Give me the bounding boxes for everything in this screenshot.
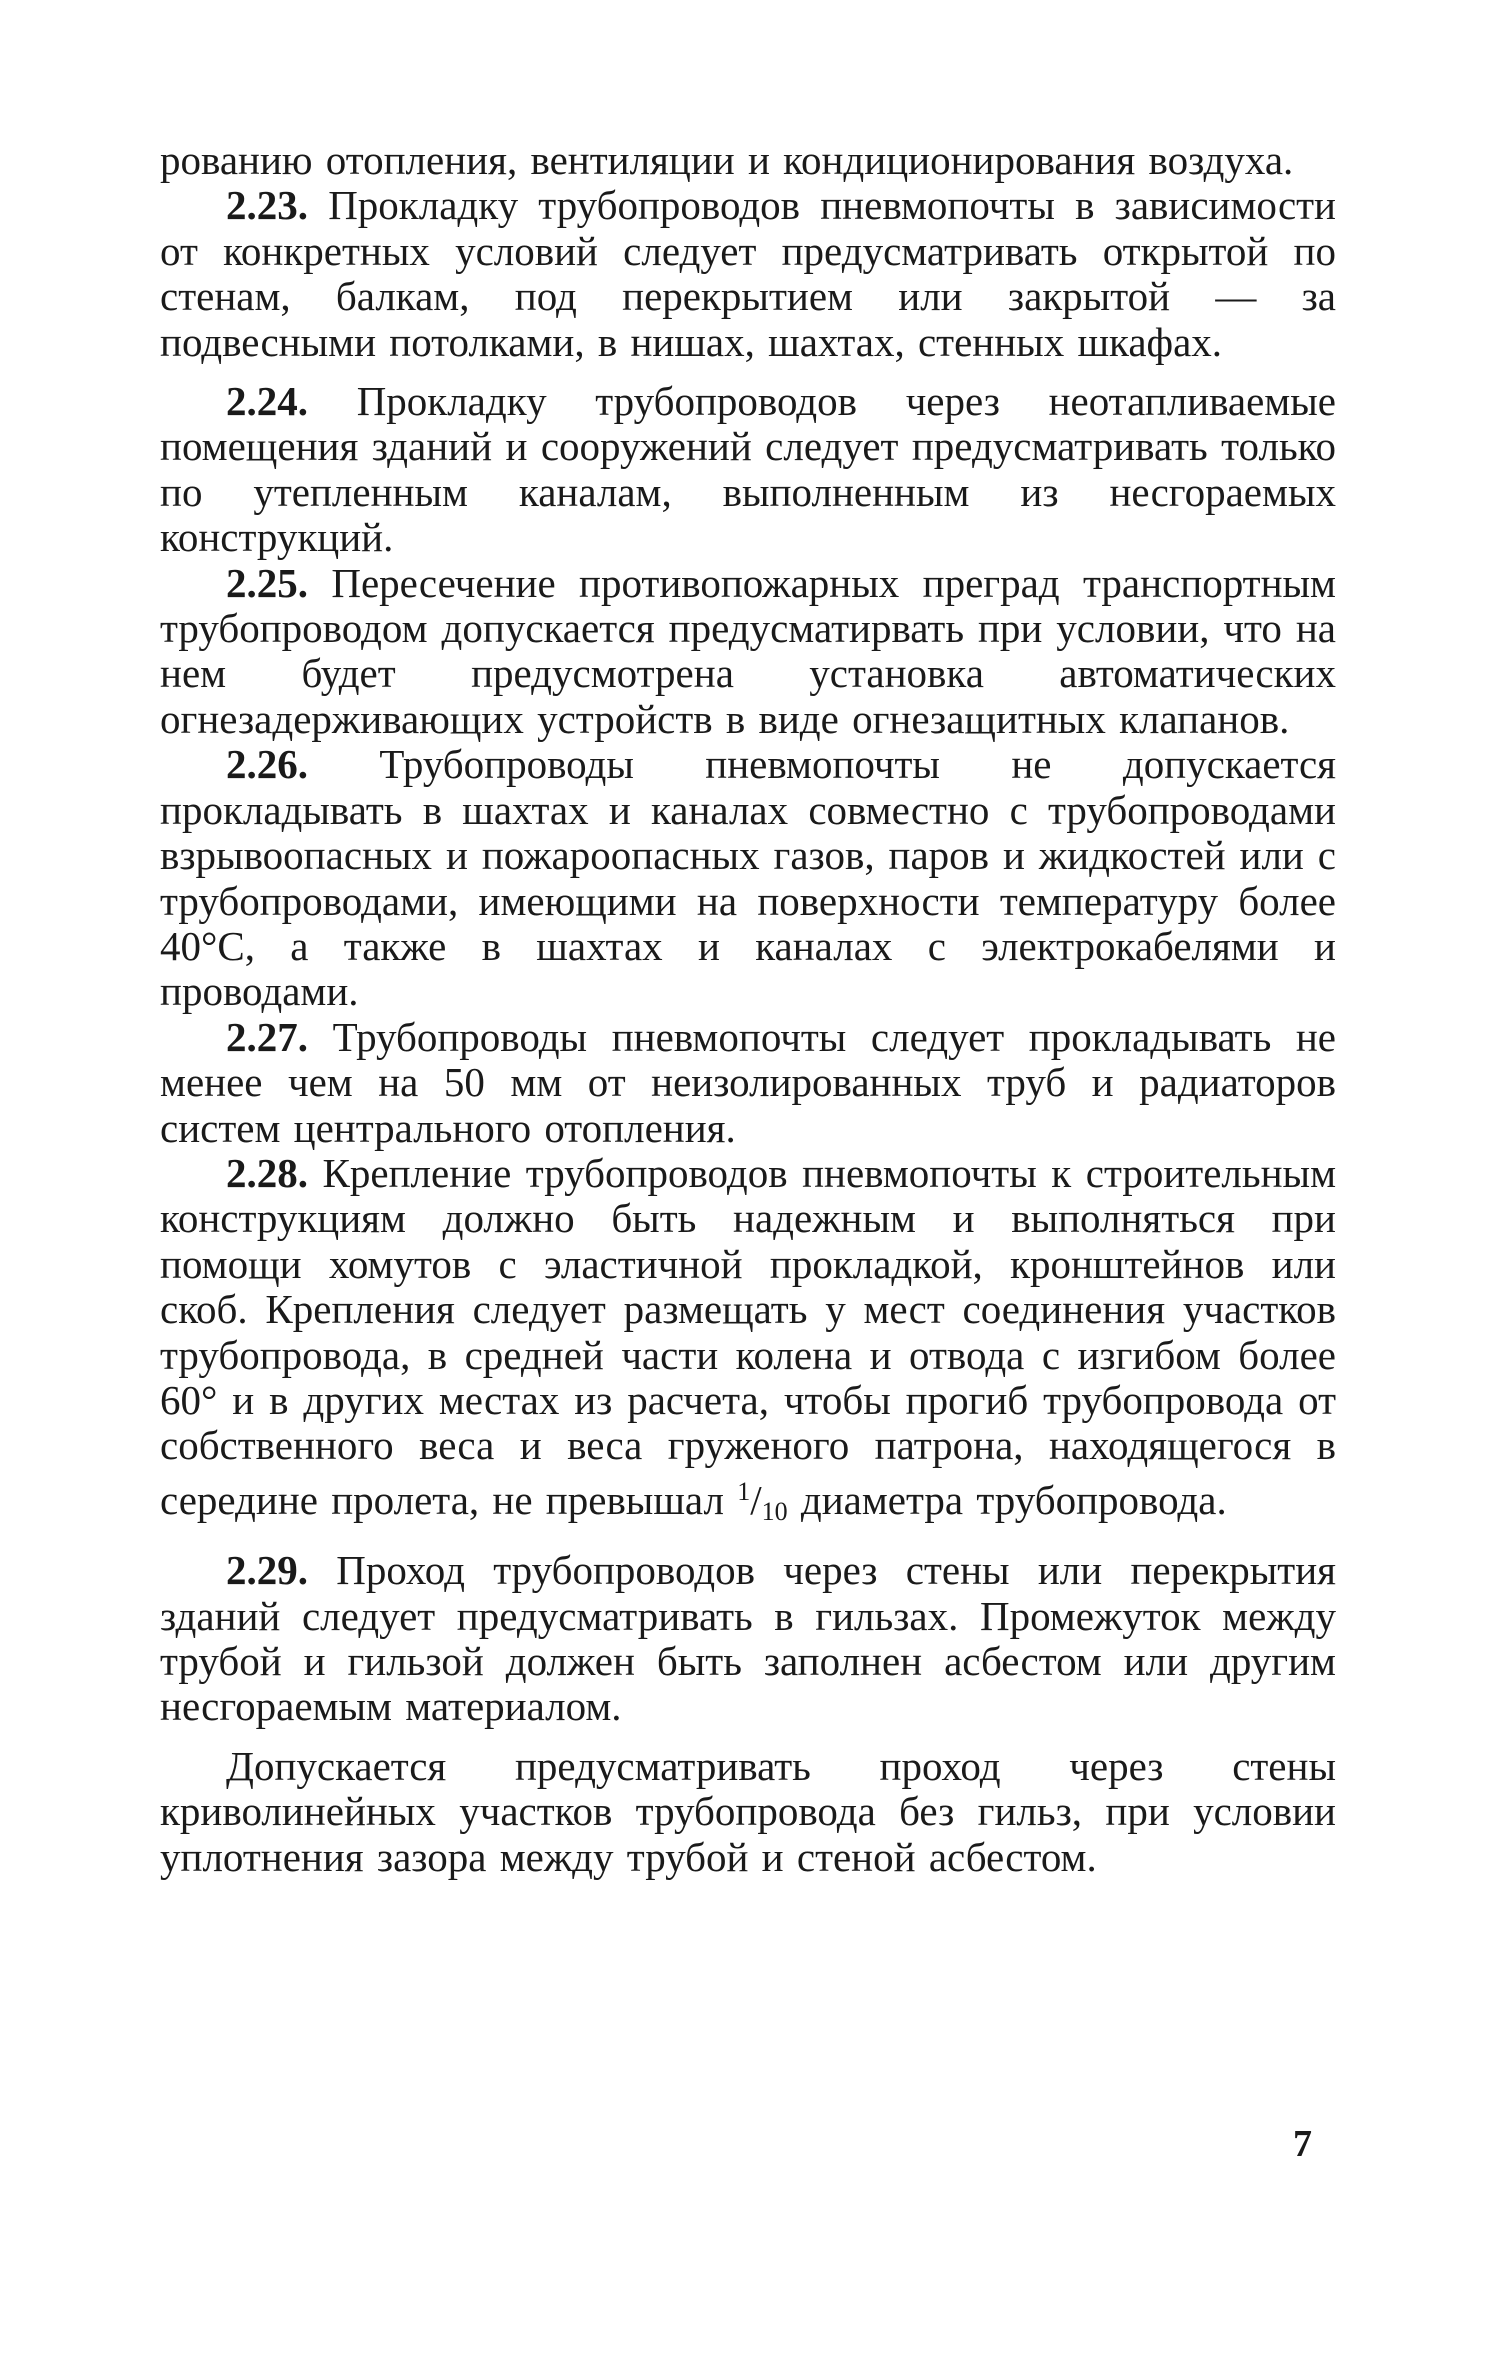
- paragraph-number: 2.26.: [226, 741, 308, 788]
- paragraph-2-28: [160, 1151, 1336, 1534]
- paragraph-text-before-fraction: Крепление трубопроводов пневмопочты к строительным конструкциям должно быть надежным и выполняться при помощи хомутов с эластичной прокладкой, кронштейнов или скоб. Крепления следует размещать у мест соединения участков трубопровода, в средней части колена и отвода с изгибом более 60° и в других местах из расчета, чтобы прогиб трубопровода от собственного веса и веса груженого патрона, находящегося в середине пролета, не превышал: [160, 1149, 1337, 1523]
- fraction-one-tenth: [737, 1476, 788, 1526]
- paragraph-number: 2.27.: [226, 1013, 308, 1060]
- fraction-numerator: 1: [737, 1476, 751, 1506]
- paragraph-2-25: [160, 561, 1336, 743]
- paragraph-text: Проход трубопроводов через стены или перекрытия зданий следует предусматривать в гильзах. Промежуток между трубой и гильзой должен быть заполнен асбестом или другим несгораемым материалом.: [160, 1547, 1336, 1730]
- paragraph-text: Прокладку трубопроводов через неотапливаемые помещения зданий и сооружений следует предусматривать только по утепленным каналам, выполненным из несгораемых конструкций.: [160, 378, 1336, 561]
- continuation-paragraph: [160, 138, 1336, 183]
- paragraph-2-24: [160, 379, 1336, 561]
- paragraph-2-23: [160, 183, 1336, 365]
- paragraph-text: Прокладку трубопроводов пневмопочты в зависимости от конкретных условий следует предусматривать открытой по стенам, балкам, под перекрытием или закрытой — за подвесными потолками, в нишах, шахтах, стенных шкафах.: [160, 182, 1336, 365]
- paragraph-number: 2.28.: [226, 1149, 308, 1196]
- paragraph-text-after-fraction: диаметра трубопровода.: [800, 1476, 1227, 1523]
- paragraph-number: 2.24.: [226, 378, 308, 425]
- document-page: [160, 138, 1336, 1880]
- paragraph-2-26: [160, 742, 1336, 1014]
- fraction-denominator: 10: [761, 1496, 788, 1526]
- page-number: 7: [1293, 2123, 1312, 2165]
- paragraph-number: 2.29.: [226, 1547, 308, 1594]
- paragraph-text: Трубопроводы пневмопочты следует прокладывать не менее чем на 50 мм от неизолированных труб и радиаторов систем центрального отопления.: [160, 1013, 1336, 1151]
- paragraph-2-27: [160, 1015, 1336, 1151]
- paragraph-text: Пересечение противопожарных преград транспортным трубопроводом допускается предусматирвать при условии, что на нем будет предусмотрена установка автоматических огнезадерживающих устройств в виде огнезащитных клапанов.: [160, 559, 1337, 742]
- continuation-text: рованию отопления, вентиляции и кондиционирования воздуха.: [160, 137, 1294, 183]
- paragraph-number: 2.23.: [226, 182, 308, 229]
- paragraph-number: 2.25.: [226, 559, 308, 606]
- closing-text: Допускается предусматривать проход через стены криволинейных участков трубопровода без гильз, при условии уплотнения зазора между трубой и стеной асбестом.: [160, 1742, 1336, 1880]
- paragraph-text: Трубопроводы пневмопочты не допускается прокладывать в шахтах и каналах совместно с трубопроводами взрывоопасных и пожароопасных газов, паров и жидкостей или с трубопроводами, имеющими на поверхности температуру более 40°С, а также в шахтах и каналах с электрокабелями и проводами.: [160, 741, 1337, 1015]
- closing-paragraph: [160, 1744, 1336, 1880]
- fraction-slash: /: [750, 1476, 762, 1523]
- paragraph-2-29: [160, 1548, 1336, 1730]
